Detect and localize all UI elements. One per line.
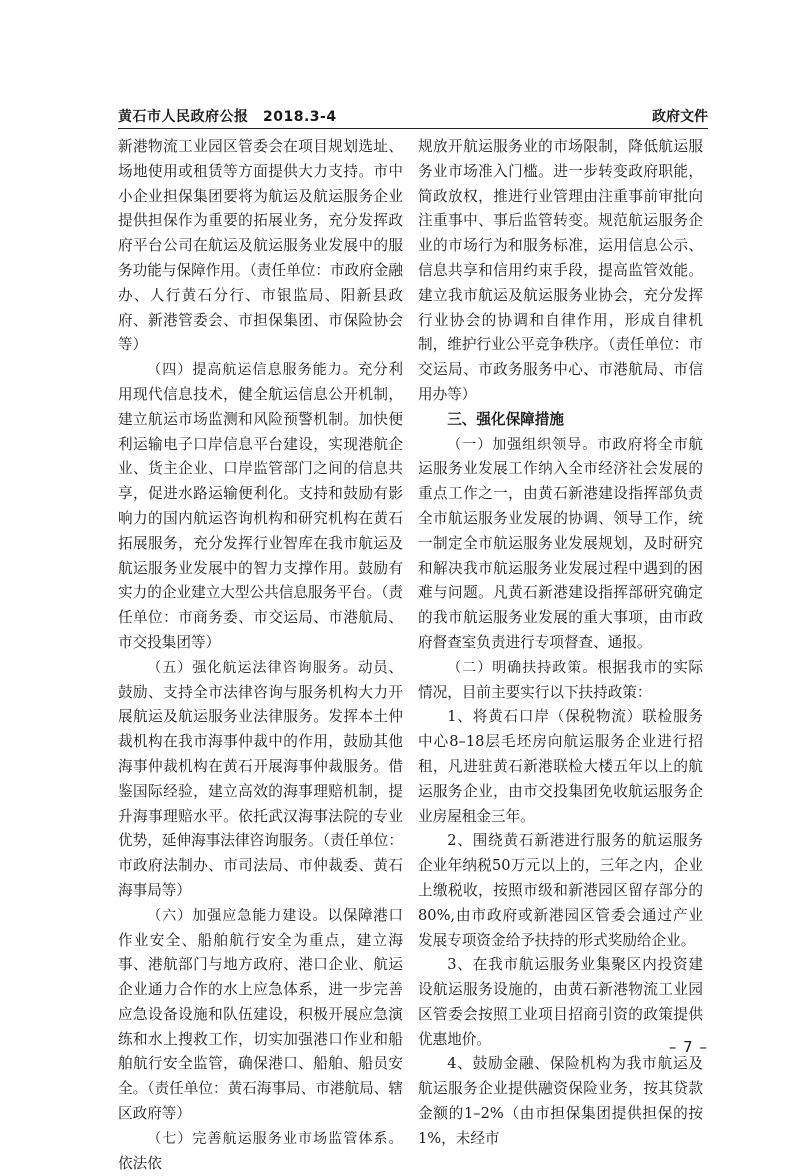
list-item: 3、在我市航运服务业集聚区内投资建设航运服务设施的，由黄石新港物流工业园区管委会按照工业项目招商引资的政策提供优惠地价。 bbox=[418, 956, 703, 1048]
running-header bbox=[118, 106, 708, 128]
paragraph: 规放开航运服务业的市场限制，降低航运服务业市场准入门槛。进一步转变政府职能，简政放权，推进行业管理由注重事前审批向注重事中、事后监管转变。规范航运服务企业的市场行为和服务标准，运用信息公示、信息共享和信用约束手段，提高监管效能。建立我市航运及航运服务业协会，充分发挥行业协会的协调和自律作用，形成自律机制，维护行业公平竞争秩序。（责任单位：市交运局、市政务服务中心、市港航局、市信用办等） bbox=[418, 138, 703, 403]
paragraph: （五）强化航运法律咨询服务。动员、鼓励、支持全市法律咨询与服务机构大力开展航运及航运服务业法律服务。发挥本土仲裁机构在我市海事仲裁中的作用，鼓励其他海事仲裁机构在黄石开展海事仲裁服务。借鉴国际经验，建立高效的海事理赔机制，提升海事理赔水平。依托武汉海事法院的专业优势，延伸海事法律咨询服务。（责任单位：市政府法制办、市司法局、市仲裁委、黄石海事局等） bbox=[118, 658, 403, 899]
list-item: 1、将黄石口岸（保税物流）联检服务中心8–18层毛坯房向航运服务企业进行招租，凡进驻黄石新港联检大楼五年以上的航运服务企业，由市交投集团免收航运服务企业房屋租金三年。 bbox=[418, 708, 703, 825]
paragraph: （六）加强应急能力建设。以保障港口作业安全、船舶航行安全为重点，建立海事、港航部门与地方政府、港口企业、航运企业通力合作的水上应急体系，进一步完善应急设备设施和队伍建设，积极开展应急演练和水上搜救工作，切实加强港口作业和船舶航行安全监管，确保港口、船舶、船员安全。（责任单位：黄石海事局、市港航局、辖区政府等） bbox=[118, 906, 403, 1123]
page-number: – 7 – bbox=[668, 1038, 708, 1056]
subheading: （四）提高航运信息服务能力。 bbox=[147, 362, 358, 379]
subheading: （七）完善航运服务业市场监管体系。 bbox=[147, 1130, 403, 1147]
section-name: 政府文件 bbox=[652, 109, 708, 125]
paragraph: （一）加强组织领导。市政府将全市航运服务业发展工作纳入全市经济社会发展的重点工作之一，由黄石新港建设指挥部负责全市航运服务业发展的协调、领导工作，统一制定全市航运服务业发展规划，及时研究和解决我市航运服务业发展过程中遇到的困难与问题。凡黄石新港建设指挥部研究确定的我市航运服务业发展的重大事项，由市政府督查室负责进行专项督查、通报。 bbox=[418, 435, 703, 651]
subheading: （六）加强应急能力建设。 bbox=[147, 907, 328, 924]
paragraph: （七）完善航运服务业市场监管体系。依法依 bbox=[118, 1130, 403, 1172]
paragraph: 新港物流工业园区管委会在项目规划选址、场地使用或租赁等方面提供大力支持。市中小企业担保集团要将为航运及航运服务企业提供担保作为重要的拓展业务，充分发挥政府平台公司在航运及航运服务业发展中的服务功能与保障作用。（责任单位：市政府金融办、人行黄石分行、市银监局、阳新县政府、新港管委会、市担保集团、市保险协会等） bbox=[118, 138, 403, 354]
paragraph: （二）明确扶持政策。根据我市的实际情况，目前主要实行以下扶持政策： bbox=[418, 658, 703, 701]
left-column bbox=[118, 135, 403, 1172]
header-divider bbox=[118, 128, 708, 129]
subheading: （五）强化航运法律咨询服务。 bbox=[147, 659, 358, 676]
right-column bbox=[418, 135, 703, 1147]
paragraph: （四）提高航运信息服务能力。充分利用现代信息技术，健全航运信息公开机制，建立航运市场监测和风险预警机制。加快便利运输电子口岸信息平台建设，实现港航企业、货主企业、口岸监管部门之间的信息共享，促进水路运输便利化。支持和鼓励有影响力的国内航运咨询机构和研究机构在黄石拓展服务，充分发挥行业智库在我市航运及航运服务业发展中的智力支撑作用。鼓励有实力的企业建立大型公共信息服务平台。（责任单位：市商务委、市交运局、市港航局、市交投集团等） bbox=[118, 361, 403, 651]
publication-title: 黄石市人民政府公报 2018.3-4 bbox=[118, 109, 337, 125]
subheading: （一）加强组织领导。 bbox=[447, 436, 598, 453]
list-item: 2、围绕黄石新港进行服务的航运服务企业年纳税50万元以上的，三年之内，企业上缴税收，按照市级和新港园区留存部分的80%,由市政府或新港园区管委会通过产业发展专项资金给予扶持的形式奖励给企业。 bbox=[418, 832, 703, 949]
subheading: （二）明确扶持政策。 bbox=[447, 659, 598, 676]
section-heading: 三、强化保障措施 bbox=[447, 410, 564, 428]
list-item: 4、鼓励金融、保险机构为我市航运及航运服务企业提供融资保险业务，按其贷款金额的1–2%（由市担保集团提供担保的按1%，未经市 bbox=[418, 1055, 703, 1147]
